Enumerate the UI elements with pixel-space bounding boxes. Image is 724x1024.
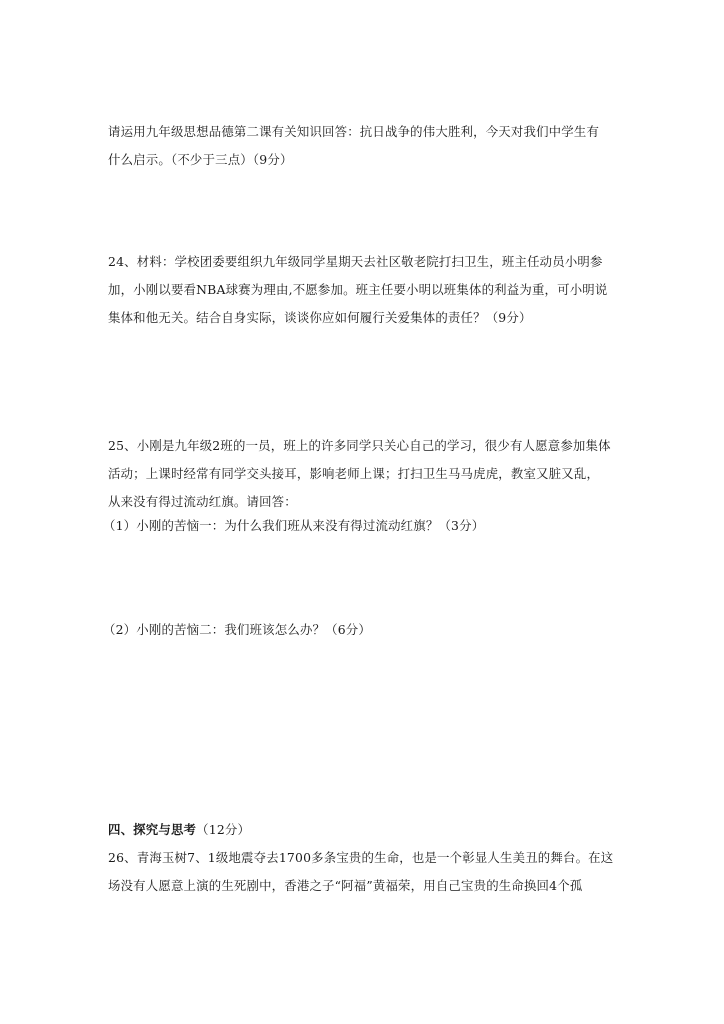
q23-line-2: 什么启示。（不少于三点）（9分） xyxy=(108,152,293,167)
section-4-points: （12分） xyxy=(196,822,251,837)
section-4-heading: 四、探究与思考 xyxy=(108,822,197,837)
q25-sub-question-2: （2）小刚的苦恼二：我们班该怎么办？（6分） xyxy=(103,622,371,637)
q25-line-1: 25、小刚是九年级2班的一员，班上的许多同学只关心自己的学习，很少有人愿意参加集体 xyxy=(108,438,611,453)
q25-line-2: 活动；上课时经常有同学交头接耳，影响老师上课；打扫卫生马马虎虎，教室又脏又乱， xyxy=(108,466,600,481)
q25-line-3: 从来没有得过流动红旗。请回答： xyxy=(108,494,297,509)
q24-line-3: 集体和他无关。结合自身实际，谈谈你应如何履行关爱集体的责任？（9分） xyxy=(108,310,532,325)
q24-line-2: 加，小刚以要看NBA球赛为理由,不愿参加。班主任要小明以班集体的利益为重，可小明说 xyxy=(108,282,608,297)
q24-line-1: 24、材料：学校团委要组织九年级同学星期天去社区敬老院打扫卫生，班主任动员小明参 xyxy=(108,254,603,269)
q26-line-2: 场没有人愿意上演的生死剧中，香港之子“阿福”黄福荣，用自己宝贵的生命换回4个孤 xyxy=(108,878,583,893)
q26-line-1: 26、青海玉树7、1级地震夺去1700多条宝贵的生命，也是一个彰显人生美丑的舞台。在这 xyxy=(108,850,614,865)
section-4-heading-line xyxy=(108,822,250,838)
q23-line-1: 请运用九年级思想品德第二课有关知识回答：抗日战争的伟大胜利，今天对我们中学生有 xyxy=(108,124,600,139)
q25-sub-question-1: （1）小刚的苦恼一：为什么我们班从来没有得过流动红旗？（3分） xyxy=(103,518,485,533)
